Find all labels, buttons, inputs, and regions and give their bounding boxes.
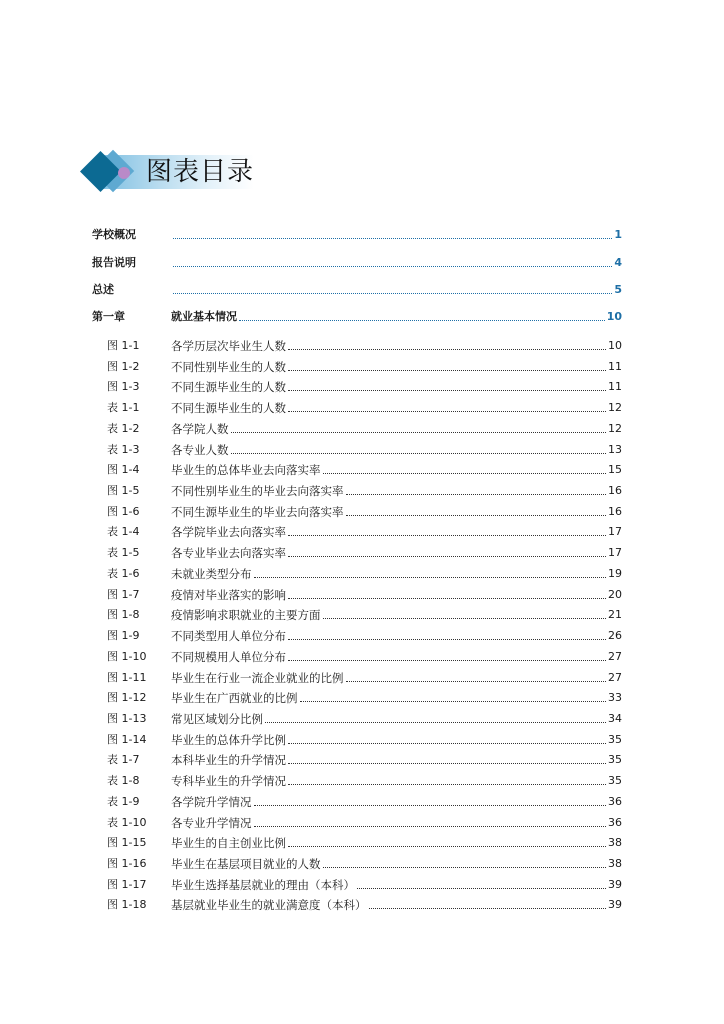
toc-page-number: 5 (614, 283, 622, 296)
toc-item-row[interactable] (92, 602, 622, 622)
toc-page-number: 4 (614, 256, 622, 269)
toc-leader-dots (323, 867, 607, 868)
toc-label: 图 1-7 (107, 587, 140, 601)
toc-page-number: 15 (608, 463, 622, 477)
toc-leader-dots (369, 908, 607, 909)
toc-chapter-row[interactable] (92, 222, 622, 242)
toc-leader-dots (288, 349, 606, 350)
toc-page-number: 16 (608, 504, 622, 518)
toc-title: 不同生源毕业生的人数 (171, 401, 286, 416)
toc-label: 总述 (92, 283, 114, 296)
toc-leader-dots (239, 320, 605, 321)
toc-title: 毕业生在基层项目就业的人数 (171, 857, 321, 871)
toc-title: 就业基本情况 (171, 310, 237, 323)
toc-item-row[interactable] (92, 872, 622, 892)
toc-item-row[interactable] (92, 810, 622, 830)
toc-label: 表 1-7 (107, 753, 140, 767)
toc-title: 基层就业毕业生的就业满意度（本科） (171, 898, 367, 913)
toc-leader-dots (288, 660, 606, 661)
toc-item-row[interactable] (92, 437, 622, 457)
toc-title: 常见区域划分比例 (171, 711, 263, 726)
toc-leader-dots (357, 888, 606, 889)
toc-page-number: 12 (608, 421, 622, 435)
toc-title: 各专业毕业去向落实率 (171, 546, 286, 561)
toc-label: 图 1-9 (107, 629, 140, 643)
toc-chapter-row[interactable] (92, 304, 622, 324)
toc-label: 图 1-10 (107, 649, 147, 663)
toc-page-number: 39 (608, 877, 622, 891)
toc-page-number: 35 (608, 753, 622, 767)
toc-page-number: 39 (608, 898, 622, 912)
toc-page-number: 11 (608, 359, 622, 373)
toc-page-number: 35 (608, 732, 622, 746)
toc-label: 图 1-1 (107, 339, 140, 352)
toc-label: 图 1-12 (107, 691, 147, 705)
toc-label: 图 1-8 (107, 608, 140, 622)
toc-item-row[interactable] (92, 644, 622, 664)
toc-item-row[interactable] (92, 623, 622, 643)
toc-item-row[interactable] (92, 519, 622, 539)
toc-page-number: 17 (608, 546, 622, 560)
toc-item-row[interactable] (92, 374, 622, 394)
toc-leader-dots (346, 681, 607, 682)
toc-leader-dots (265, 722, 606, 723)
toc-page-number: 38 (608, 836, 622, 850)
toc-leader-dots (288, 763, 606, 764)
toc-label: 图 1-13 (107, 711, 147, 725)
toc-item-row[interactable] (92, 747, 622, 767)
toc-page-number: 26 (608, 629, 622, 643)
toc-page-number: 19 (608, 566, 622, 580)
toc-leader-dots (231, 453, 607, 454)
toc-page-number: 27 (608, 670, 622, 684)
toc-label: 表 1-4 (107, 525, 140, 539)
toc-label: 表 1-6 (107, 566, 140, 580)
toc-page-number: 10 (608, 339, 622, 352)
toc-item-row[interactable] (92, 892, 622, 912)
toc-item-row[interactable] (92, 830, 622, 850)
toc-title: 不同生源毕业生的毕业去向落实率 (171, 504, 344, 519)
toc-label: 表 1-9 (107, 794, 140, 808)
toc-label: 表 1-10 (107, 815, 147, 829)
toc-leader-dots (288, 846, 606, 847)
toc-label: 图 1-11 (107, 670, 147, 684)
toc-page-number: 38 (608, 857, 622, 870)
toc-item-row[interactable] (92, 395, 622, 415)
toc-page-number: 35 (608, 774, 622, 788)
toc-label: 图 1-3 (107, 380, 140, 394)
toc-leader-dots (288, 390, 606, 391)
toc-title: 不同生源毕业生的人数 (171, 380, 286, 395)
toc-page-number: 27 (608, 649, 622, 663)
toc-leader-dots (288, 556, 606, 557)
toc-chapter-row[interactable] (92, 277, 622, 297)
toc-title: 各学院毕业去向落实率 (171, 525, 286, 540)
toc-leader-dots (288, 411, 606, 412)
toc-leader-dots (323, 473, 607, 474)
toc-label: 图 1-4 (107, 463, 140, 477)
toc-title: 各学历层次毕业生人数 (171, 339, 286, 353)
toc-item-row[interactable] (92, 789, 622, 809)
toc-page-number: 34 (608, 711, 622, 725)
toc-label: 报告说明 (92, 256, 136, 269)
toc-item-row[interactable] (92, 706, 622, 726)
toc-title: 各学院升学情况 (171, 794, 252, 809)
toc-label: 图 1-15 (107, 836, 147, 850)
toc-title: 毕业生在广西就业的比例 (171, 691, 298, 706)
toc-label: 表 1-8 (107, 774, 140, 788)
dot-icon (118, 167, 130, 179)
toc-item-row[interactable] (92, 457, 622, 477)
toc-label: 表 1-1 (107, 401, 140, 415)
toc-label: 图 1-16 (107, 857, 147, 870)
toc-item-row[interactable] (92, 561, 622, 581)
toc-leader-dots (300, 701, 607, 702)
toc-title: 专科毕业生的升学情况 (171, 774, 286, 789)
toc-item-row[interactable] (92, 416, 622, 436)
toc-leader-dots (173, 266, 612, 267)
toc-page-number: 12 (608, 401, 622, 415)
toc-page-number: 33 (608, 691, 622, 705)
toc-label: 第一章 (92, 310, 125, 323)
toc-title: 各专业升学情况 (171, 815, 252, 830)
toc-page-number: 21 (608, 608, 622, 622)
toc-label: 图 1-6 (107, 504, 140, 518)
toc-item-row[interactable] (92, 478, 622, 498)
toc-page-number: 36 (608, 794, 622, 808)
page-title: 图表目录 (146, 157, 255, 187)
toc-leader-dots (173, 238, 612, 239)
toc-item-row[interactable] (92, 665, 622, 685)
toc-leader-dots (173, 293, 612, 294)
toc-title: 不同规模用人单位分布 (171, 649, 286, 664)
toc-label: 图 1-5 (107, 484, 140, 498)
toc-item-row[interactable] (92, 499, 622, 519)
toc-label: 表 1-5 (107, 546, 140, 560)
toc-title: 各专业人数 (171, 442, 229, 457)
toc-page-number: 17 (608, 525, 622, 539)
toc-heading (82, 148, 282, 198)
toc-title: 疫情对毕业落实的影响 (171, 587, 286, 602)
toc-title: 不同类型用人单位分布 (171, 629, 286, 644)
toc-title: 毕业生的自主创业比例 (171, 836, 286, 851)
toc-leader-dots (288, 743, 606, 744)
toc-item-row[interactable] (92, 582, 622, 602)
toc-label: 表 1-2 (107, 421, 140, 435)
toc-leader-dots (288, 784, 606, 785)
toc-leader-dots (323, 618, 607, 619)
toc-label: 表 1-3 (107, 442, 140, 456)
toc-title: 未就业类型分布 (171, 566, 252, 581)
toc-leader-dots (346, 515, 607, 516)
toc-page-number: 13 (608, 442, 622, 456)
toc-label: 图 1-2 (107, 359, 140, 373)
toc-title: 不同性别毕业生的毕业去向落实率 (171, 484, 344, 499)
toc-chapter-row[interactable] (92, 250, 622, 270)
toc-page-number: 36 (608, 815, 622, 829)
toc-title: 本科毕业生的升学情况 (171, 753, 286, 768)
toc-leader-dots (254, 805, 607, 806)
toc-item-row[interactable] (92, 727, 622, 747)
toc-title: 毕业生选择基层就业的理由（本科） (171, 877, 355, 892)
toc-item-row[interactable] (92, 333, 622, 353)
toc-leader-dots (254, 577, 607, 578)
toc-leader-dots (288, 535, 606, 536)
toc-leader-dots (288, 639, 606, 640)
toc-leader-dots (254, 826, 607, 827)
toc-item-row[interactable] (92, 540, 622, 560)
toc-page-number: 20 (608, 587, 622, 601)
toc-label: 图 1-17 (107, 877, 147, 891)
toc-title: 不同性别毕业生的人数 (171, 359, 286, 374)
toc-label: 学校概况 (92, 228, 136, 241)
toc-title: 毕业生的总体毕业去向落实率 (171, 463, 321, 478)
toc-leader-dots (288, 598, 606, 599)
toc-page-number: 11 (608, 380, 622, 394)
toc-title: 毕业生的总体升学比例 (171, 732, 286, 747)
toc-page-number: 16 (608, 484, 622, 498)
toc-leader-dots (231, 432, 607, 433)
toc-title: 疫情影响求职就业的主要方面 (171, 608, 321, 623)
toc-item-row[interactable] (92, 768, 622, 788)
toc-leader-dots (346, 494, 607, 495)
toc-label: 图 1-14 (107, 732, 147, 746)
toc-title: 毕业生在行业一流企业就业的比例 (171, 670, 344, 685)
toc-item-row[interactable] (92, 851, 622, 871)
toc-item-row[interactable] (92, 354, 622, 374)
toc-label: 图 1-18 (107, 898, 147, 912)
toc-leader-dots (288, 370, 606, 371)
toc-page-number: 1 (614, 228, 622, 241)
toc-page-number: 10 (606, 310, 622, 323)
toc-title: 各学院人数 (171, 421, 229, 436)
toc-item-row[interactable] (92, 685, 622, 705)
